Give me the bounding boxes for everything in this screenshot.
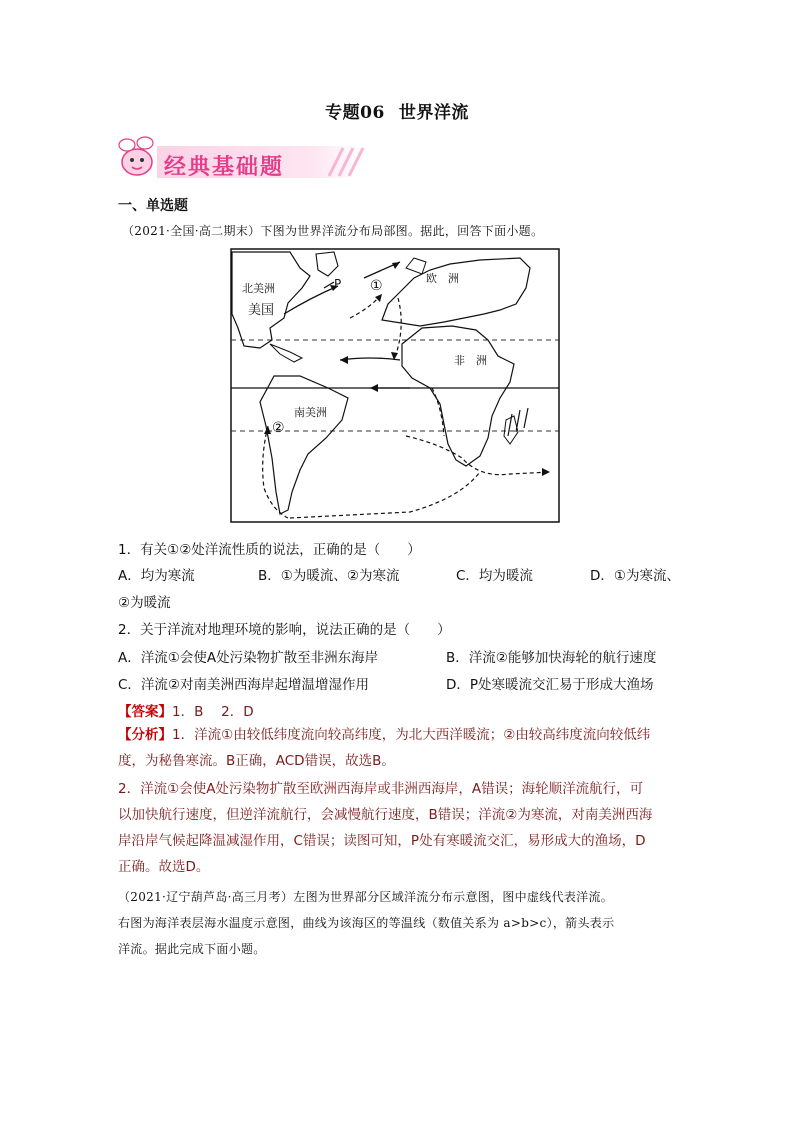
question-2-option-d: D．P处寒暖流交汇易于形成大渔场 (446, 677, 654, 693)
analysis-p2-line-1: 2．洋流①会使A处污染物扩散至欧洲西海岸或非洲西海岸，A错误；海轮顺洋流航行，可 (118, 781, 644, 797)
question-source-2 (118, 884, 683, 962)
analysis-paragraph-2 (118, 776, 678, 880)
analysis-p2-line-3: 岸沿岸气候起降温减湿作用，C错误；读图可知，P处有寒暖流交汇，易形成大的渔场，D (118, 833, 646, 849)
question-2-option-b: B．洋流②能够加快海轮的航行速度 (446, 650, 657, 666)
ocean-current-map (230, 248, 560, 523)
source-2-line-1: （2021·辽宁葫芦岛·高三月考）左图为世界部分区域洋流分布示意图，图中虚线代表洋流。 (118, 890, 614, 904)
analysis-paragraph-1 (118, 722, 678, 774)
question-1-option-a: A．均为寒流 (118, 568, 195, 584)
question-1-stem: 1．有关①②处洋流性质的说法，正确的是（ ） (118, 542, 421, 558)
analysis-tag: 【分析】 (118, 727, 172, 743)
map-label-usa: 美国 (248, 303, 275, 318)
question-1-option-b: B．①为暖流、②为寒流 (258, 568, 400, 584)
title-name: 世界洋流 (398, 103, 469, 123)
answer-text: 1．B 2．D (172, 704, 254, 720)
question-2-stem: 2．关于洋流对地理环境的影响，说法正确的是（ ） (118, 622, 451, 638)
map-label-p: P (334, 277, 342, 291)
map-label-current-1: ① (370, 278, 383, 294)
answer-line (118, 700, 254, 720)
source-2-line-2: 右图为海洋表层海水温度示意图，曲线为该海区的等温线（数值关系为 a>b>c），箭头表示 (118, 916, 615, 930)
map-label-europe: 欧 洲 (426, 272, 459, 285)
analysis-line-2: 度，为秘鲁寒流。B正确，ACD错误，故选B。 (118, 753, 395, 769)
question-1-option-d-cont: ②为暖流 (118, 595, 171, 611)
banner-label: 经典基础题 (164, 155, 285, 180)
answer-tag: 【答案】 (118, 704, 172, 720)
question-1-option-d: D．①为寒流、 (590, 568, 680, 584)
title-topic: 专题06 (325, 103, 385, 123)
map-label-current-2: ② (272, 420, 285, 436)
map-label-south-america: 南美洲 (294, 406, 327, 419)
source-2-line-3: 洋流。据此完成下面小题。 (118, 942, 266, 956)
map-label-africa: 非 洲 (454, 354, 487, 367)
question-2-option-c: C．洋流②对南美洲西海岸起增温增湿作用 (118, 677, 370, 693)
question-1-option-c: C．均为暖流 (456, 568, 533, 584)
bee-icon (119, 137, 153, 175)
analysis-line-1: 1．洋流①由较低纬度流向较高纬度，为北大西洋暖流；②由较高纬度流向较低纬 (172, 727, 651, 743)
document-title (0, 98, 794, 123)
map-label-north-america: 北美洲 (242, 282, 275, 295)
section-heading: 一、单选题 (118, 198, 188, 214)
analysis-p2-line-2: 以加快航行速度，但逆洋流航行，会减慢航行速度，B错误；洋流②为寒流，对南美洲西海 (118, 807, 653, 823)
analysis-p2-line-4: 正确。故选D。 (118, 859, 210, 875)
question-source: （2021·全国·高二期末）下图为世界洋流分布局部图。据此，回答下面小题。 (122, 224, 544, 238)
question-2-option-a: A．洋流①会使A处污染物扩散至非洲东海岸 (118, 650, 379, 666)
